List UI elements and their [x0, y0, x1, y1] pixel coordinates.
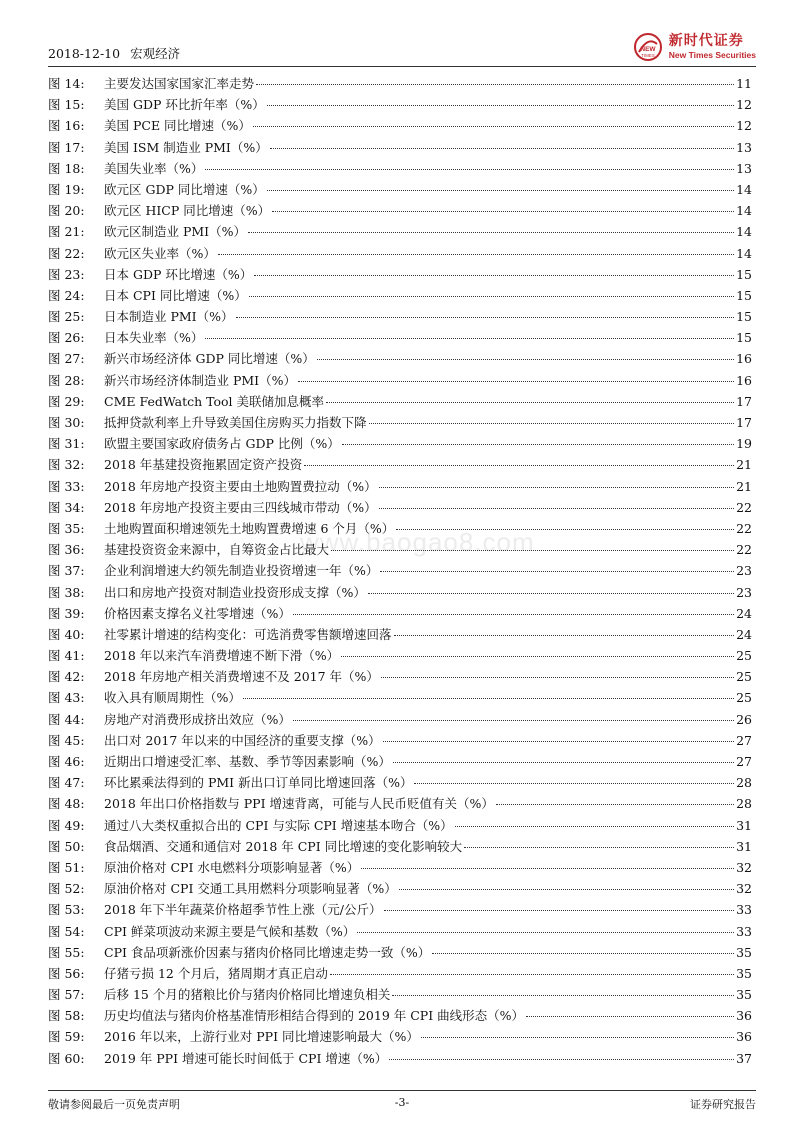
- toc-leader-dots: [298, 381, 734, 382]
- toc-entry[interactable]: [48, 74, 752, 95]
- page-header: [48, 30, 756, 66]
- toc-figure-number: 图 50:: [48, 838, 85, 854]
- toc-figure-title[interactable]: 美国 PCE 同比增速（%）: [104, 118, 251, 134]
- toc-entry[interactable]: [48, 752, 752, 773]
- toc-page-number[interactable]: 15: [736, 266, 752, 282]
- toc-page-number[interactable]: 27: [736, 754, 752, 769]
- toc-figure-title[interactable]: 新兴市场经济体 GDP 同比增速（%）: [104, 351, 315, 367]
- toc-figure-title[interactable]: 环比累乘法得到的 PMI 新出口订单同比增速回落（%）: [104, 775, 413, 791]
- toc-entry[interactable]: [48, 138, 752, 159]
- toc-figure-number: 图 19:: [48, 181, 85, 197]
- toc-entry[interactable]: [48, 731, 752, 752]
- toc-figure-number: 图 31:: [48, 436, 85, 452]
- toc-figure-number: 图 57:: [48, 987, 85, 1003]
- toc-entry[interactable]: [48, 265, 752, 286]
- toc-figure-title[interactable]: 原油价格对 CPI 交通工具用燃料分项影响显著（%）: [104, 881, 397, 897]
- toc-leader-dots: [205, 169, 734, 170]
- toc-page-number[interactable]: 22: [736, 499, 752, 515]
- toc-figure-number: 图 42:: [48, 669, 85, 685]
- toc-entry[interactable]: [48, 900, 752, 921]
- toc-figure-number: 图 55:: [48, 944, 85, 960]
- toc-entry[interactable]: [48, 943, 752, 964]
- toc-leader-dots: [389, 1059, 734, 1060]
- toc-figure-number: 图 28:: [48, 372, 85, 388]
- logo-chinese-name: 新时代证券: [668, 33, 744, 50]
- toc-leader-dots: [526, 1016, 734, 1017]
- watermark: www.baogao8.com: [300, 527, 535, 557]
- toc-entry[interactable]: [48, 371, 752, 392]
- toc-page-number[interactable]: 35: [736, 944, 752, 960]
- toc-page-number[interactable]: 36: [736, 1029, 752, 1045]
- toc-entry[interactable]: [48, 477, 752, 498]
- toc-figure-number: 图 39:: [48, 605, 85, 621]
- toc-figure-number: 图 14:: [48, 76, 85, 91]
- toc-leader-dots: [380, 571, 734, 572]
- toc-figure-number: 图 16:: [48, 118, 85, 134]
- toc-entry[interactable]: [48, 328, 752, 349]
- toc-leader-dots: [379, 487, 734, 488]
- toc-leader-dots: [432, 953, 734, 954]
- toc-leader-dots: [236, 317, 735, 318]
- toc-figure-number: 图 24:: [48, 287, 85, 303]
- toc-figure-title[interactable]: 2018 年房地产投资主要由土地购置费拉动（%）: [104, 478, 377, 494]
- header-divider: [48, 66, 756, 67]
- toc-page-number[interactable]: 16: [736, 372, 752, 388]
- toc-figure-title[interactable]: 2018 年出口价格指数与 PPI 增速背离，可能与人民币贬值有关（%）: [104, 796, 494, 812]
- toc-entry[interactable]: [48, 1049, 752, 1070]
- toc-leader-dots: [218, 254, 734, 255]
- toc-figure-number: 图 20:: [48, 203, 85, 219]
- logo-english-name: New Times Securities: [668, 50, 756, 61]
- toc-page-number[interactable]: 12: [736, 118, 752, 134]
- toc-page-number[interactable]: 19: [736, 436, 752, 452]
- toc-figure-title[interactable]: 2018 年下半年蔬菜价格超季节性上涨（元/公斤）: [104, 902, 382, 918]
- toc-page-number[interactable]: 24: [736, 605, 752, 621]
- report-type: 证券研究报告: [690, 1098, 756, 1111]
- toc-page-number[interactable]: 24: [736, 626, 752, 642]
- toc-leader-dots: [361, 868, 734, 869]
- toc-entry[interactable]: [48, 667, 752, 688]
- toc-figure-number: 图 32:: [48, 457, 85, 473]
- toc-leader-dots: [272, 211, 734, 212]
- toc-entry[interactable]: [48, 646, 752, 667]
- toc-figure-title[interactable]: 历史均值法与猪肉价格基准情形相结合得到的 2019 年 CPI 曲线形态（%）: [104, 1008, 524, 1024]
- toc-figure-title[interactable]: 欧元区 GDP 同比增速（%）: [104, 181, 265, 197]
- toc-figure-title[interactable]: 土地购置面积增速领先土地购置费增速 6 个月（%）: [104, 520, 395, 536]
- toc-figure-title[interactable]: 欧盟主要国家政府债务占 GDP 比例（%）: [104, 436, 340, 452]
- toc-figure-number: 图 49:: [48, 817, 85, 833]
- toc-figure-number: 图 29:: [48, 393, 85, 409]
- toc-figure-number: 图 38:: [48, 584, 85, 600]
- toc-page-number[interactable]: 15: [736, 309, 752, 325]
- toc-page-number[interactable]: 28: [736, 775, 752, 791]
- toc-leader-dots: [293, 614, 734, 615]
- toc-figure-title[interactable]: 2019 年 PPI 增速可能长时间低于 CPI 增速（%）: [104, 1050, 388, 1066]
- toc-entry[interactable]: [48, 604, 752, 625]
- toc-leader-dots: [421, 1037, 734, 1038]
- toc-entry[interactable]: [48, 455, 752, 476]
- figure-list: [48, 74, 752, 1070]
- toc-entry[interactable]: [48, 1006, 752, 1027]
- toc-figure-number: 图 17:: [48, 139, 85, 155]
- toc-entry[interactable]: [48, 159, 752, 180]
- toc-page-number[interactable]: 17: [736, 415, 752, 430]
- toc-figure-title[interactable]: 仔猪亏损 12 个月后，猪周期才真正启动: [104, 965, 328, 981]
- toc-figure-title[interactable]: 日本失业率（%）: [104, 330, 204, 346]
- toc-figure-title[interactable]: 房地产对消费形成挤出效应（%）: [104, 711, 291, 727]
- toc-entry[interactable]: [48, 985, 752, 1006]
- toc-entry[interactable]: [48, 837, 752, 858]
- toc-page-number[interactable]: 14: [736, 245, 752, 261]
- toc-figure-number: 图 52:: [48, 881, 85, 897]
- toc-page-number[interactable]: 22: [736, 520, 752, 536]
- toc-figure-title[interactable]: 后移 15 个月的猪粮比价与猪肉价格同比增速负相关: [104, 987, 391, 1003]
- toc-page-number[interactable]: 15: [736, 287, 752, 303]
- toc-leader-dots: [464, 847, 734, 848]
- toc-entry[interactable]: [48, 816, 752, 837]
- toc-entry[interactable]: [48, 625, 752, 646]
- toc-leader-dots: [369, 423, 735, 424]
- toc-entry[interactable]: [48, 307, 752, 328]
- toc-page-number[interactable]: 15: [736, 330, 752, 346]
- toc-leader-dots: [249, 296, 734, 297]
- toc-figure-number: 图 30:: [48, 415, 85, 430]
- report-date: 2018-12-10: [48, 46, 121, 61]
- toc-leader-dots: [330, 974, 734, 975]
- toc-entry[interactable]: [48, 858, 752, 879]
- toc-leader-dots: [326, 402, 734, 403]
- toc-page-number[interactable]: 13: [736, 160, 752, 176]
- toc-figure-number: 图 54:: [48, 923, 85, 939]
- toc-page-number[interactable]: 32: [736, 881, 752, 897]
- toc-figure-title[interactable]: 新兴市场经济体制造业 PMI（%）: [104, 372, 296, 388]
- toc-figure-number: 图 58:: [48, 1008, 85, 1024]
- toc-leader-dots: [455, 826, 734, 827]
- company-logo: [633, 30, 756, 64]
- toc-figure-title[interactable]: 主要发达国家国家汇率走势: [104, 76, 255, 91]
- toc-entry[interactable]: [48, 349, 752, 370]
- toc-entry[interactable]: [48, 1027, 752, 1048]
- toc-leader-dots: [399, 889, 734, 890]
- toc-figure-number: 图 44:: [48, 711, 85, 727]
- toc-entry[interactable]: [48, 710, 752, 731]
- toc-entry[interactable]: [48, 879, 752, 900]
- svg-text:TIMES: TIMES: [640, 53, 655, 58]
- toc-figure-number: 图 45:: [48, 732, 85, 748]
- toc-leader-dots: [331, 550, 734, 551]
- toc-figure-title[interactable]: 食品烟酒、交通和通信对 2018 年 CPI 同比增速的变化影响较大: [104, 838, 463, 854]
- toc-leader-dots: [253, 126, 734, 127]
- toc-figure-number: 图 15:: [48, 97, 85, 113]
- toc-figure-title[interactable]: 美国 GDP 环比折年率（%）: [104, 97, 265, 113]
- toc-figure-number: 图 59:: [48, 1029, 85, 1045]
- toc-page-number[interactable]: 37: [736, 1050, 752, 1066]
- toc-leader-dots: [357, 932, 734, 933]
- toc-page-number[interactable]: 35: [736, 965, 752, 981]
- toc-figure-title[interactable]: 出口对 2017 年以来的中国经济的重要支撑（%）: [104, 732, 381, 748]
- toc-entry[interactable]: [48, 498, 752, 519]
- toc-figure-number: 图 23:: [48, 266, 85, 282]
- toc-entry[interactable]: [48, 116, 752, 137]
- toc-leader-dots: [243, 698, 734, 699]
- toc-figure-number: 图 36:: [48, 542, 85, 558]
- toc-leader-dots: [392, 995, 734, 996]
- toc-page-number[interactable]: 25: [736, 669, 752, 685]
- toc-leader-dots: [248, 232, 734, 233]
- toc-leader-dots: [256, 84, 734, 85]
- toc-entry[interactable]: [48, 519, 752, 540]
- toc-page-number[interactable]: 27: [736, 732, 752, 748]
- toc-entry[interactable]: [48, 922, 752, 943]
- toc-figure-title[interactable]: 出口和房地产投资对制造业投资形成支撑（%）: [104, 584, 366, 600]
- toc-entry[interactable]: [48, 434, 752, 455]
- disclaimer-note: 敬请参阅最后一页免责声明: [48, 1098, 180, 1111]
- toc-figure-title[interactable]: CPI 鲜菜项波动来源主要是气候和基数（%）: [104, 923, 356, 939]
- toc-figure-title[interactable]: 通过八大类权重拟合出的 CPI 与实际 CPI 增速基本吻合（%）: [104, 817, 453, 833]
- toc-figure-number: 图 51:: [48, 859, 85, 875]
- toc-entry[interactable]: [48, 964, 752, 985]
- toc-figure-number: 图 26:: [48, 330, 85, 346]
- toc-page-number[interactable]: 11: [736, 76, 752, 91]
- toc-figure-title[interactable]: 价格因素支撑名义社零增速（%）: [104, 605, 291, 621]
- toc-figure-title[interactable]: 欧元区制造业 PMI（%）: [104, 224, 246, 240]
- toc-leader-dots: [267, 190, 734, 191]
- toc-entry[interactable]: [48, 95, 752, 116]
- toc-entry[interactable]: [48, 688, 752, 709]
- toc-leader-dots: [394, 635, 735, 636]
- toc-figure-number: 图 47:: [48, 775, 85, 791]
- toc-figure-title[interactable]: 2018 年以来汽车消费增速不断下滑（%）: [104, 648, 340, 664]
- toc-figure-number: 图 41:: [48, 648, 85, 664]
- toc-figure-number: 图 56:: [48, 965, 85, 981]
- toc-leader-dots: [270, 148, 734, 149]
- toc-leader-dots: [383, 741, 734, 742]
- toc-entry[interactable]: [48, 286, 752, 307]
- toc-page-number[interactable]: 35: [736, 987, 752, 1003]
- toc-leader-dots: [317, 359, 734, 360]
- toc-leader-dots: [384, 910, 735, 911]
- toc-entry[interactable]: [48, 392, 752, 413]
- toc-figure-title[interactable]: 日本 CPI 同比增速（%）: [104, 287, 247, 303]
- toc-figure-title[interactable]: 收入具有顺周期性（%）: [104, 690, 241, 706]
- toc-entry[interactable]: [48, 583, 752, 604]
- toc-figure-number: 图 43:: [48, 690, 85, 706]
- toc-page-number[interactable]: 14: [736, 181, 752, 197]
- toc-entry[interactable]: [48, 773, 752, 794]
- toc-entry[interactable]: [48, 201, 752, 222]
- toc-page-number[interactable]: 12: [736, 97, 752, 113]
- footer-divider: [48, 1090, 756, 1091]
- toc-entry[interactable]: [48, 222, 752, 243]
- toc-figure-number: 图 46:: [48, 754, 85, 769]
- toc-figure-number: 图 22:: [48, 245, 85, 261]
- toc-leader-dots: [414, 783, 734, 784]
- toc-page-number[interactable]: 33: [736, 902, 752, 918]
- page-number: -3-: [394, 1096, 410, 1109]
- toc-leader-dots: [368, 593, 734, 594]
- toc-page-number[interactable]: 21: [736, 478, 752, 494]
- toc-figure-title[interactable]: CPI 食品项新涨价因素与猪肉价格同比增速走势一致（%）: [104, 944, 431, 960]
- toc-figure-title[interactable]: 社零累计增速的结构变化：可选消费零售额增速回落: [104, 626, 392, 642]
- toc-figure-title[interactable]: 美国失业率（%）: [104, 160, 204, 176]
- toc-figure-title[interactable]: 企业利润增速大约领先制造业投资增速一年（%）: [104, 563, 379, 579]
- toc-entry[interactable]: [48, 413, 752, 434]
- toc-entry[interactable]: [48, 794, 752, 815]
- toc-figure-title[interactable]: 基建投资资金来源中，自筹资金占比最大: [104, 542, 330, 558]
- toc-leader-dots: [304, 465, 734, 466]
- toc-page-number[interactable]: 32: [736, 859, 752, 875]
- new-times-logo-icon: [633, 32, 663, 62]
- toc-page-number[interactable]: 16: [736, 351, 752, 367]
- toc-figure-number: 图 48:: [48, 796, 85, 812]
- toc-figure-number: 图 25:: [48, 309, 85, 325]
- toc-figure-title[interactable]: 近期出口增速受汇率、基数、季节等因素影响（%）: [104, 754, 391, 769]
- toc-entry[interactable]: [48, 561, 752, 582]
- toc-entry[interactable]: [48, 180, 752, 201]
- toc-page-number[interactable]: 23: [736, 563, 752, 579]
- toc-page-number[interactable]: 31: [736, 838, 752, 854]
- toc-page-number[interactable]: 25: [736, 648, 752, 664]
- toc-leader-dots: [293, 720, 734, 721]
- toc-page-number[interactable]: 14: [736, 224, 752, 240]
- toc-leader-dots: [267, 105, 734, 106]
- toc-figure-title[interactable]: 欧元区 HICP 同比增速（%）: [104, 203, 271, 219]
- toc-entry[interactable]: [48, 540, 752, 561]
- toc-page-number[interactable]: 17: [736, 393, 752, 409]
- toc-page-number[interactable]: 33: [736, 923, 752, 939]
- toc-figure-title[interactable]: 日本制造业 PMI（%）: [104, 309, 234, 325]
- toc-page-number[interactable]: 28: [736, 796, 752, 812]
- toc-figure-title[interactable]: 日本 GDP 环比增速（%）: [104, 266, 253, 282]
- toc-page-number[interactable]: 26: [736, 711, 752, 727]
- toc-page-number[interactable]: 31: [736, 817, 752, 833]
- toc-page-number[interactable]: 13: [736, 139, 752, 155]
- toc-page-number[interactable]: 25: [736, 690, 752, 706]
- toc-leader-dots: [381, 677, 734, 678]
- toc-figure-title[interactable]: 2016 年以来，上游行业对 PPI 同比增速影响最大（%）: [104, 1029, 419, 1045]
- toc-leader-dots: [379, 508, 734, 509]
- toc-page-number[interactable]: 14: [736, 203, 752, 219]
- toc-figure-number: 图 33:: [48, 478, 85, 494]
- toc-entry[interactable]: [48, 244, 752, 265]
- toc-figure-title[interactable]: 2018 年房地产相关消费增速不及 2017 年（%）: [104, 669, 379, 685]
- toc-figure-number: 图 34:: [48, 499, 85, 515]
- toc-figure-number: 图 37:: [48, 563, 85, 579]
- toc-figure-number: 图 21:: [48, 224, 85, 240]
- toc-figure-number: 图 35:: [48, 520, 85, 536]
- toc-figure-title[interactable]: 美国 ISM 制造业 PMI（%）: [104, 139, 268, 155]
- toc-leader-dots: [342, 444, 734, 445]
- svg-text:NEW: NEW: [640, 46, 656, 53]
- toc-figure-title[interactable]: 2018 年房地产投资主要由三四线城市带动（%）: [104, 499, 377, 515]
- toc-figure-title[interactable]: 2018 年基建投资拖累固定资产投资: [104, 457, 303, 473]
- toc-leader-dots: [396, 529, 734, 530]
- toc-figure-title[interactable]: CME FedWatch Tool 美联储加息概率: [104, 393, 325, 409]
- toc-page-number[interactable]: 36: [736, 1008, 752, 1024]
- toc-figure-number: 图 60:: [48, 1050, 85, 1066]
- toc-figure-title[interactable]: 抵押贷款利率上升导致美国住房购买力指数下降: [104, 415, 367, 430]
- toc-page-number[interactable]: 23: [736, 584, 752, 600]
- toc-page-number[interactable]: 22: [736, 542, 752, 558]
- report-section: 宏观经济: [130, 46, 181, 61]
- toc-figure-title[interactable]: 欧元区失业率（%）: [104, 245, 216, 261]
- toc-page-number[interactable]: 21: [736, 457, 752, 473]
- toc-leader-dots: [393, 762, 734, 763]
- toc-figure-number: 图 53:: [48, 902, 85, 918]
- toc-figure-number: 图 27:: [48, 351, 85, 367]
- toc-leader-dots: [254, 275, 734, 276]
- header-info: [48, 44, 186, 62]
- toc-figure-number: 图 18:: [48, 160, 85, 176]
- toc-figure-number: 图 40:: [48, 626, 85, 642]
- toc-figure-title[interactable]: 原油价格对 CPI 水电燃料分项影响显著（%）: [104, 859, 360, 875]
- toc-leader-dots: [496, 804, 734, 805]
- page-footer: [48, 1096, 756, 1114]
- toc-leader-dots: [341, 656, 734, 657]
- toc-leader-dots: [205, 338, 734, 339]
